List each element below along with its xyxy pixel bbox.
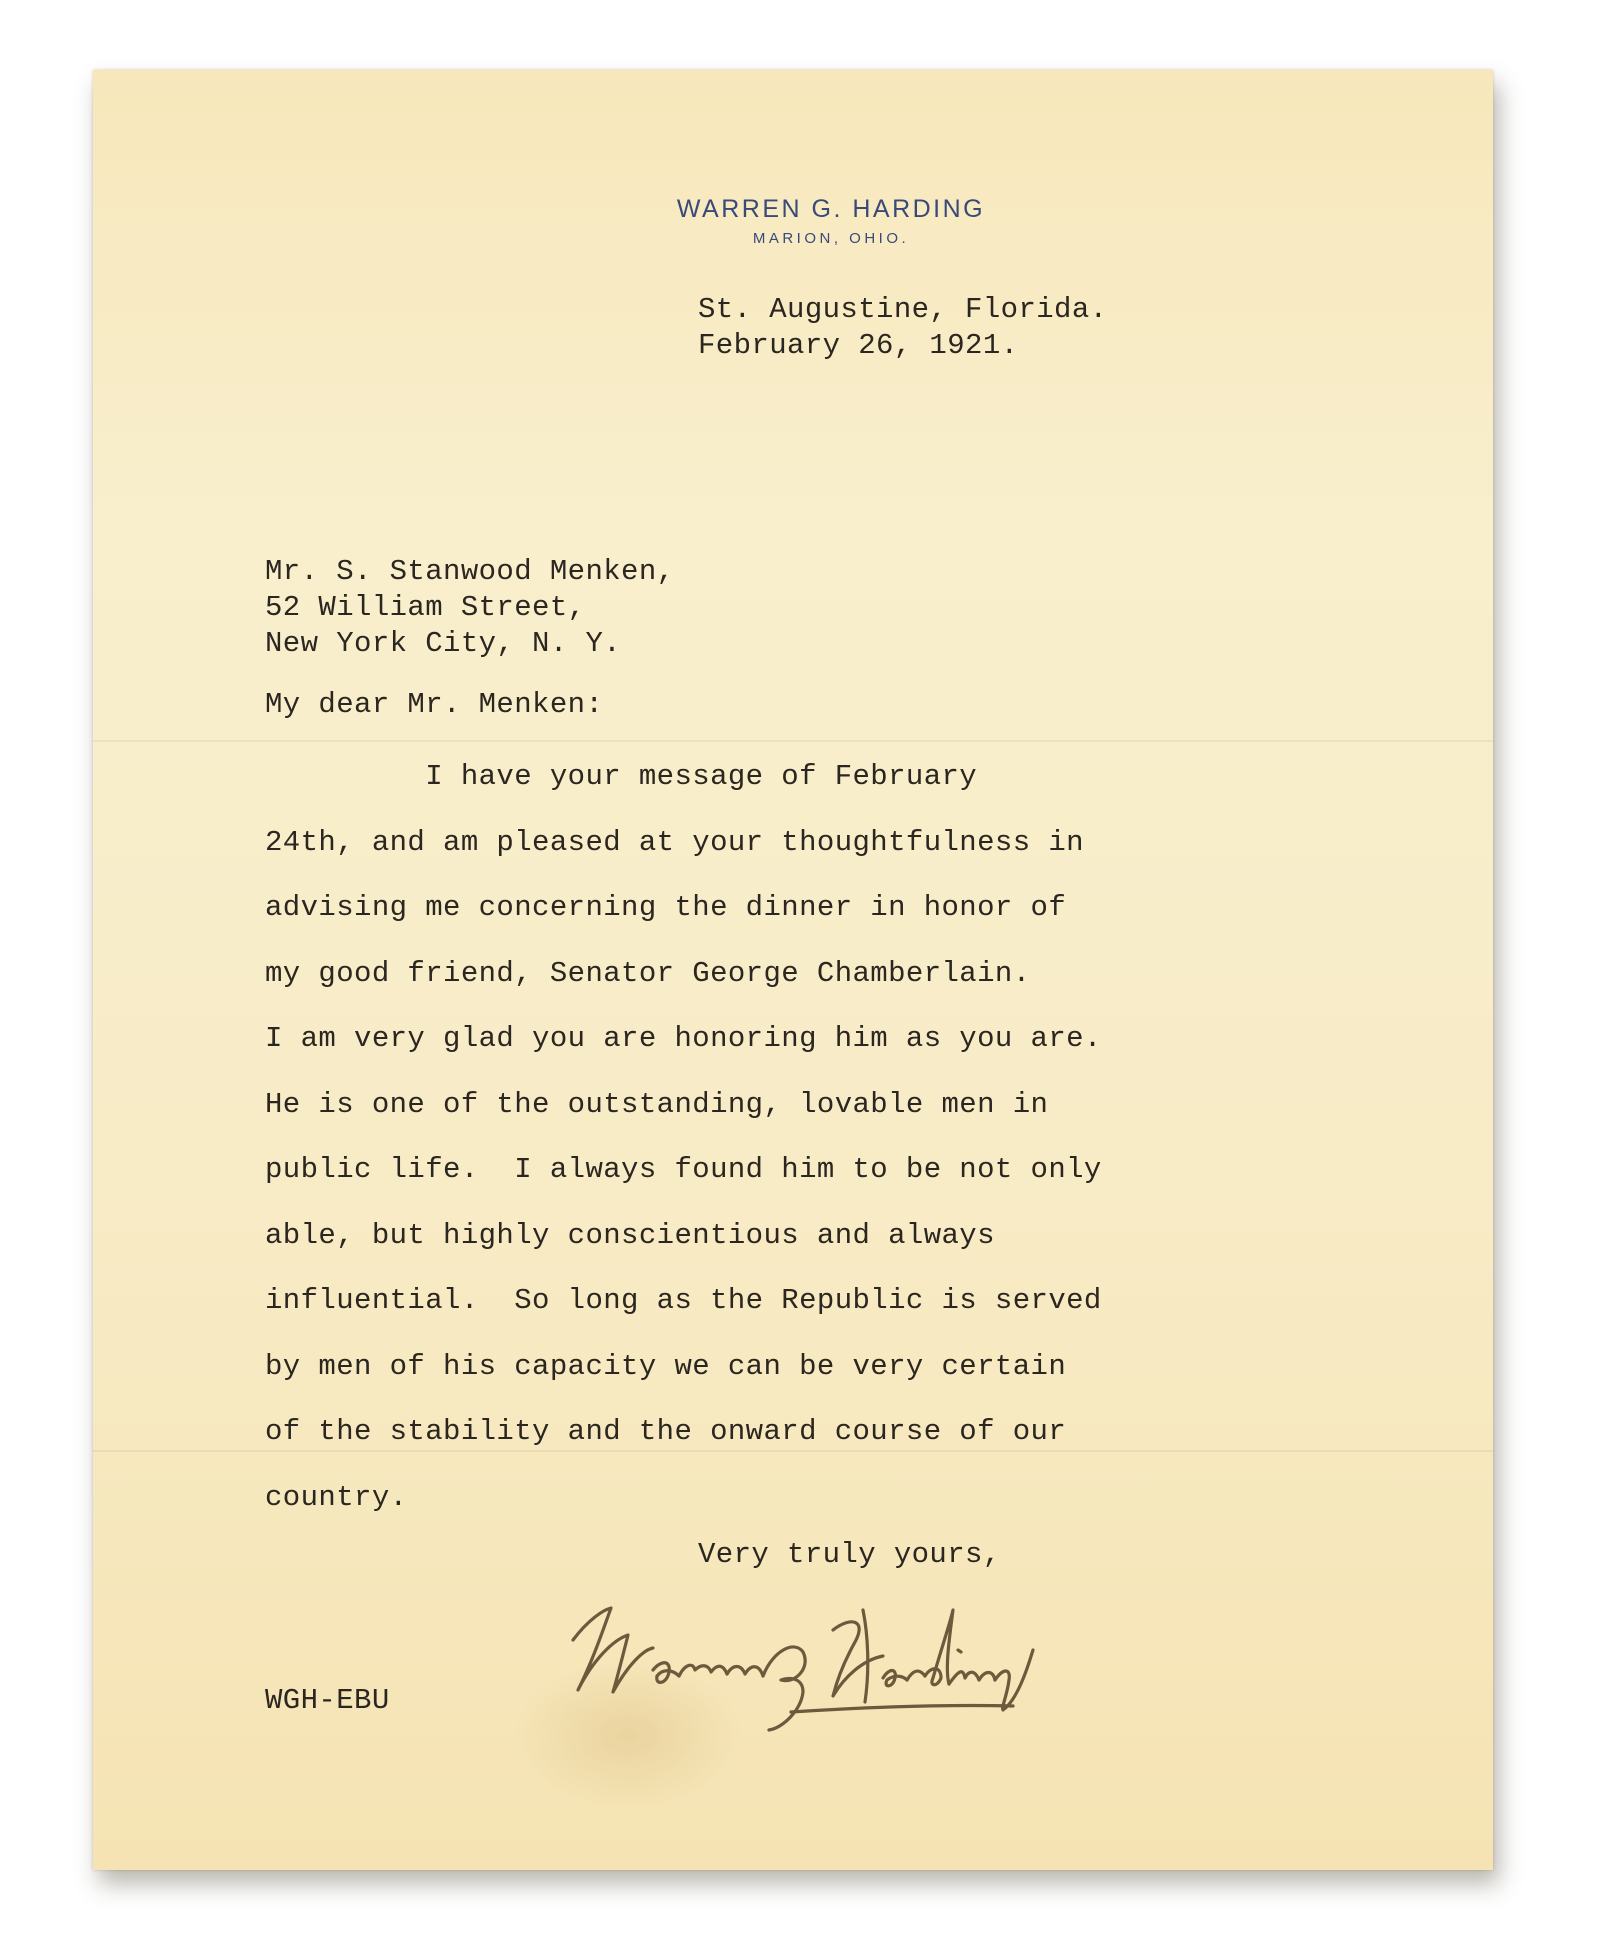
body-line: influential. So long as the Republic is served bbox=[265, 1284, 1102, 1317]
body-line: I am very glad you are honoring him as you are. bbox=[265, 1022, 1102, 1055]
recipient-street: 52 William Street, bbox=[265, 591, 586, 624]
closing: Very truly yours, bbox=[698, 1538, 1001, 1571]
dateline-place: St. Augustine, Florida. bbox=[698, 293, 1108, 326]
body-line: I have your message of February bbox=[265, 760, 978, 793]
body-line: able, but highly conscientious and always bbox=[265, 1218, 995, 1252]
body-line: my good friend, Senator George Chamberlain. bbox=[265, 956, 1031, 990]
dateline bbox=[698, 292, 1107, 364]
body-line: advising me concerning the dinner in honor of bbox=[265, 891, 1067, 924]
recipient-name: Mr. S. Stanwood Menken, bbox=[265, 555, 675, 588]
signature-image bbox=[533, 1580, 1093, 1740]
body-line: of the stability and the onward course of our bbox=[265, 1415, 1067, 1448]
body-line: He is one of the outstanding, lovable men in bbox=[265, 1087, 1049, 1121]
dateline-date: February 26, 1921. bbox=[698, 329, 1019, 362]
recipient-city: New York City, N. Y. bbox=[265, 627, 622, 660]
letterhead-name: WARREN G. HARDING bbox=[676, 195, 986, 223]
recipient-address bbox=[265, 554, 674, 662]
salutation: My dear Mr. Menken: bbox=[265, 688, 604, 721]
letter-sheet bbox=[93, 70, 1493, 1870]
letter-body bbox=[265, 744, 1102, 1530]
fold-crease bbox=[93, 740, 1493, 742]
body-line: 24th, and am pleased at your thoughtfulness in bbox=[265, 825, 1084, 859]
body-line: public life. I always found him to be not only bbox=[265, 1153, 1102, 1186]
body-line: by men of his capacity we can be very certain bbox=[265, 1349, 1067, 1383]
letterhead-place: MARION, OHIO. bbox=[752, 230, 910, 247]
reference-initials: WGH-EBU bbox=[265, 1684, 390, 1717]
body-line: country. bbox=[265, 1480, 408, 1514]
